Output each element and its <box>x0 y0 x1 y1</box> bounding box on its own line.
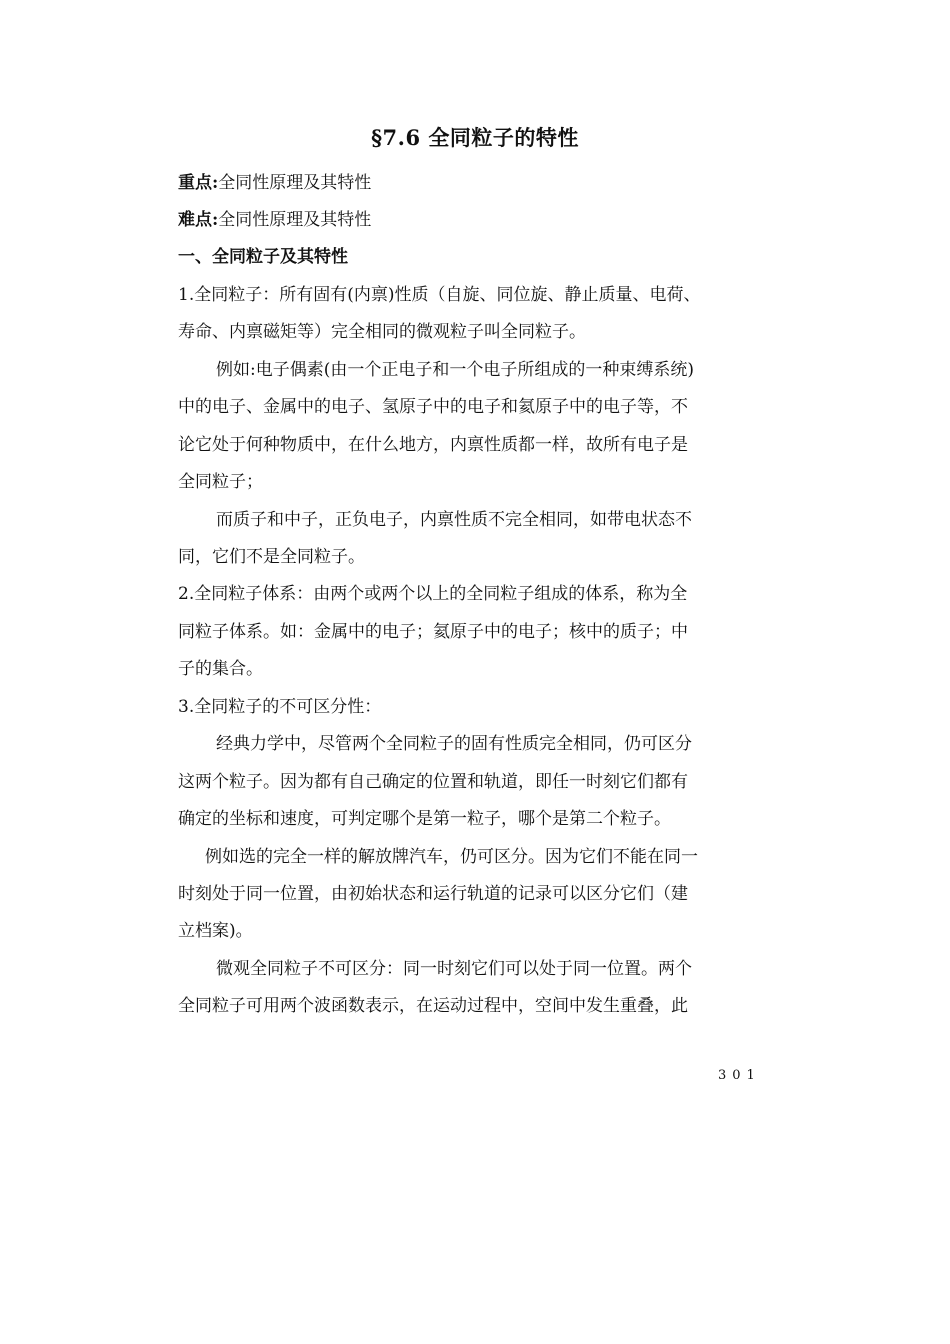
paragraph-line: 全同粒子； <box>178 472 263 492</box>
paragraph-line: 而质子和中子，正负电子，内禀性质不完全相同，如带电状态不 <box>216 510 692 530</box>
paragraph-line: 例如:电子偶素(由一个正电子和一个电子所组成的一种束缚系统) <box>216 360 694 380</box>
paragraph-line: 确定的坐标和速度，可判定哪个是第一粒子，哪个是第二个粒子。 <box>178 809 671 829</box>
section-heading: 一、全同粒子及其特性 <box>178 247 348 267</box>
paragraph-line: 中的电子、金属中的电子、氢原子中的电子和氦原子中的电子等，不 <box>178 397 688 417</box>
section-title: §7.6 全同粒子的特性 <box>371 125 579 150</box>
page-number: 301 <box>718 1068 761 1083</box>
paragraph-line: 同，它们不是全同粒子。 <box>178 547 365 567</box>
paragraph-line: 经典力学中，尽管两个全同粒子的固有性质完全相同，仍可区分 <box>216 734 692 754</box>
paragraph-line: 1.全同粒子：所有固有(内禀)性质（自旋、同位旋、静止质量、电荷、 <box>178 285 701 305</box>
paragraph-line: 微观全同粒子不可区分：同一时刻它们可以处于同一位置。两个 <box>216 959 692 979</box>
paragraph-line: 论它处于何种物质中，在什么地方，内禀性质都一样，故所有电子是 <box>178 435 688 455</box>
key-point-label: 重点: <box>178 173 219 193</box>
difficult-point-label: 难点: <box>178 210 219 230</box>
paragraph-line: 同粒子体系。如：金属中的电子；氦原子中的电子；核中的质子；中 <box>178 622 688 642</box>
key-point-text: 全同性原理及其特性 <box>218 173 372 193</box>
paragraph-line: 寿命、内禀磁矩等）完全相同的微观粒子叫全同粒子。 <box>178 322 586 342</box>
paragraph-line: 2.全同粒子体系：由两个或两个以上的全同粒子组成的体系，称为全 <box>178 584 688 604</box>
paragraph-line: 这两个粒子。因为都有自己确定的位置和轨道，即任一时刻它们都有 <box>178 772 688 792</box>
paragraph-line: 3.全同粒子的不可区分性： <box>178 697 382 717</box>
paragraph-line: 时刻处于同一位置，由初始状态和运行轨道的记录可以区分它们（建 <box>178 884 688 904</box>
paragraph-line: 例如选的完全一样的解放牌汽车，仍可区分。因为它们不能在同一 <box>205 847 698 867</box>
difficult-point-line <box>178 209 778 231</box>
paragraph-line: 立档案)。 <box>178 921 253 941</box>
paragraph-line: 子的集合。 <box>178 659 263 679</box>
difficult-point-text: 全同性原理及其特性 <box>218 210 372 230</box>
key-point-line <box>178 172 778 194</box>
paragraph-line: 全同粒子可用两个波函数表示，在运动过程中，空间中发生重叠，此 <box>178 996 688 1016</box>
